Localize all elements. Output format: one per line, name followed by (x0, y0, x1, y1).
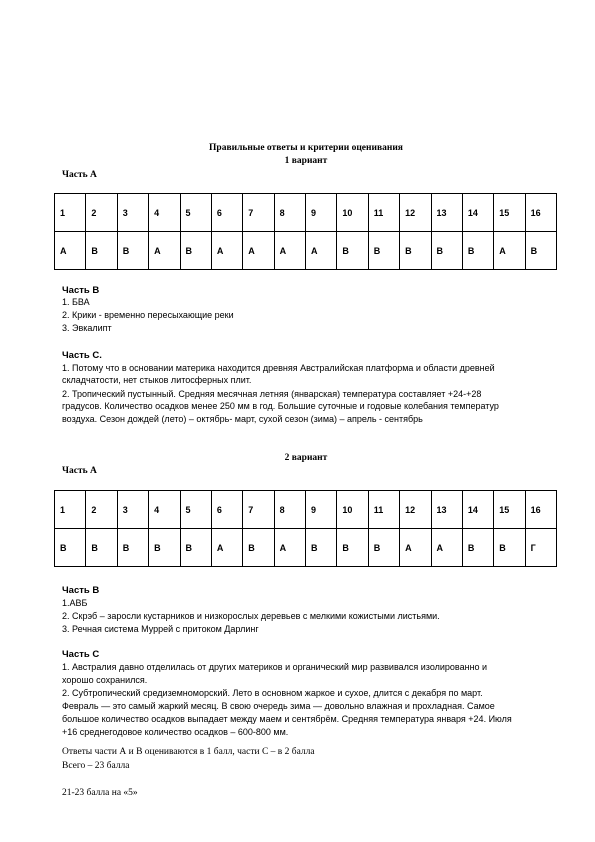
table-cell: Г (525, 529, 556, 567)
table-cell: 5 (180, 194, 211, 232)
variant2-part-c-line: 1. Австралия давно отделилась от других материков и органический мир развивался изолированно и (62, 662, 488, 672)
variant1-part-c-line: градусов. Количество осадков менее 250 мм в год. Большие суточные и годовые колебания температур (62, 401, 499, 411)
table-cell: 1 (55, 491, 86, 529)
variant1-part-b-line: 2. Крики - временно пересыхающие реки (62, 310, 234, 320)
variant1-part-b-line: 1. БВА (62, 297, 90, 307)
variant2-answer-table (54, 490, 557, 567)
table-cell: В (55, 529, 86, 567)
variant1-part-c-label: Часть С. (62, 350, 102, 361)
variant2-part-c-line: +16 среднегодовое количество осадков – 600-800 мм. (62, 727, 289, 737)
table-cell: 9 (306, 194, 337, 232)
table-cell: А (274, 232, 305, 270)
total-score: Всего – 23 балла (62, 761, 130, 771)
variant1-question-numbers-row (55, 194, 557, 232)
variant1-part-b-label: Часть В (62, 285, 100, 296)
table-cell: 6 (211, 194, 242, 232)
table-cell: В (368, 232, 399, 270)
table-cell: 11 (368, 491, 399, 529)
table-cell: В (368, 529, 399, 567)
variant1-part-c-line: воздуха. Сезон дождей (лето) – октябрь- март, сухой сезон (зима) – апрель - сентябрь (62, 414, 423, 424)
table-cell: 4 (149, 194, 180, 232)
table-cell: 15 (494, 194, 525, 232)
table-cell: 13 (431, 194, 462, 232)
table-cell: 12 (400, 194, 431, 232)
table-cell: 8 (274, 491, 305, 529)
grade-5-threshold: 21-23 балла на «5» (62, 788, 138, 798)
table-cell: В (431, 232, 462, 270)
variant1-part-c-line: 1. Потому что в основании материка находится древняя Австралийская платформа и области древней (62, 363, 495, 373)
table-cell: 1 (55, 194, 86, 232)
variant2-part-b-line: 2. Скрэб – заросли кустарников и низкорослых деревьев с мелкими кожистыми листьями. (62, 611, 440, 621)
variant1-answer-table (54, 193, 557, 270)
variant1-title: 1 вариант (284, 156, 328, 166)
table-cell: А (211, 232, 242, 270)
table-cell: А (211, 529, 242, 567)
table-cell: 16 (525, 491, 556, 529)
variant2-part-c-line: Февраль — это самый жаркий месяц. В свою очередь зима — довольно влажная и прохладная. Самое (62, 701, 495, 711)
variant2-title: 2 вариант (284, 453, 328, 463)
variant2-part-b-label: Часть В (62, 585, 100, 596)
table-cell: А (243, 232, 274, 270)
table-cell: 4 (149, 491, 180, 529)
page-heading: Правильные ответы и критерии оценивания (209, 143, 403, 153)
variant2-part-b-line: 1.АВБ (62, 598, 88, 608)
variant2-part-a-label: Часть А (62, 466, 97, 476)
table-cell: 5 (180, 491, 211, 529)
table-cell: А (306, 232, 337, 270)
table-cell: А (149, 232, 180, 270)
table-cell: 2 (86, 491, 117, 529)
variant2-answers-row (55, 529, 557, 567)
scoring-note: Ответы части А и В оцениваются в 1 балл, части С – в 2 балла (62, 747, 315, 757)
variant1-answers-row (55, 232, 557, 270)
table-cell: 10 (337, 194, 368, 232)
table-cell: 12 (400, 491, 431, 529)
table-cell: 16 (525, 194, 556, 232)
table-cell: 11 (368, 194, 399, 232)
table-cell: А (494, 232, 525, 270)
table-cell: В (117, 232, 148, 270)
table-cell: В (462, 232, 493, 270)
table-cell: В (337, 529, 368, 567)
table-cell: 9 (306, 491, 337, 529)
table-cell: В (525, 232, 556, 270)
table-cell: В (306, 529, 337, 567)
table-cell: В (86, 529, 117, 567)
variant1-part-a-label: Часть А (62, 170, 97, 180)
table-cell: 6 (211, 491, 242, 529)
table-cell: В (337, 232, 368, 270)
table-cell: В (86, 232, 117, 270)
table-cell: 2 (86, 194, 117, 232)
variant2-part-c-line: хорошо сохранился. (62, 675, 148, 685)
table-cell: В (494, 529, 525, 567)
table-cell: 14 (462, 491, 493, 529)
table-cell: 15 (494, 491, 525, 529)
table-cell: В (462, 529, 493, 567)
table-cell: А (274, 529, 305, 567)
variant1-part-c-line: 2. Тропический пустынный. Средняя месячная летняя (январская) температура составляет +24-+28 (62, 389, 482, 399)
table-cell: 7 (243, 491, 274, 529)
variant2-part-c-line: большое количество осадков выпадает между маем и сентябрём. Средняя температура января +24. Июля (62, 714, 512, 724)
variant2-part-c-label: Часть С (62, 649, 100, 660)
table-cell: В (243, 529, 274, 567)
table-cell: А (55, 232, 86, 270)
table-cell: 10 (337, 491, 368, 529)
variant1-part-b-line: 3. Эвкалипт (62, 323, 112, 333)
variant2-question-numbers-row (55, 491, 557, 529)
table-cell: 3 (117, 491, 148, 529)
table-cell: В (117, 529, 148, 567)
table-cell: 14 (462, 194, 493, 232)
variant2-part-c-line: 2. Субтропический средиземноморский. Лето в основном жаркое и сухое, длится с декабря по март. (62, 688, 483, 698)
table-cell: А (431, 529, 462, 567)
table-cell: 8 (274, 194, 305, 232)
variant1-part-c-line: складчатости, нет стыков литосферных плит. (62, 375, 252, 385)
table-cell: В (149, 529, 180, 567)
variant2-part-b-line: 3. Речная система Муррей с притоком Дарлинг (62, 624, 259, 634)
table-cell: В (400, 232, 431, 270)
table-cell: В (180, 232, 211, 270)
table-cell: А (400, 529, 431, 567)
table-cell: В (180, 529, 211, 567)
table-cell: 3 (117, 194, 148, 232)
table-cell: 13 (431, 491, 462, 529)
table-cell: 7 (243, 194, 274, 232)
